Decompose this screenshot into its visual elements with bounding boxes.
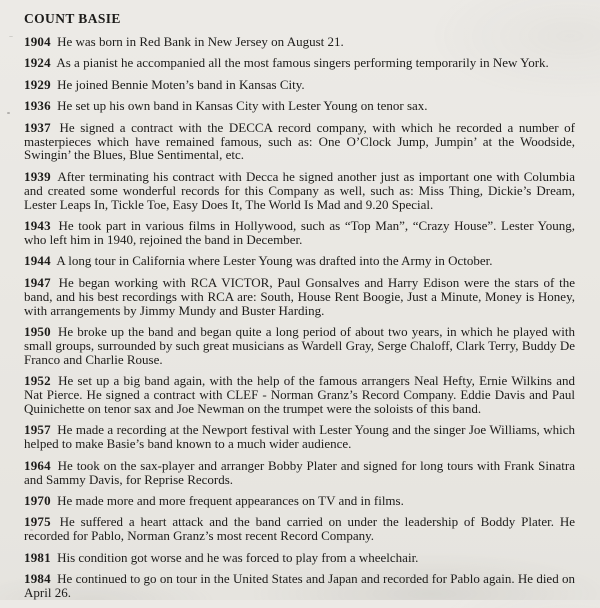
timeline-entry bbox=[24, 515, 575, 543]
entry-text: He was born in Red Bank in New Jersey on August 21. bbox=[57, 34, 344, 49]
entry-text: He made more and more frequent appearances on TV and in films. bbox=[57, 493, 404, 509]
entry-text: He signed a contract with the DECCA record company, with which he recorded a number of masterpieces which have remained famous, such as: One O’Clock Jump, Jumpin’ at the Woodside, Swingin’ the Blues, Blue Sentimental, etc. bbox=[24, 119, 575, 163]
entry-text: A long tour in California where Lester Young was drafted into the Army in October. bbox=[56, 253, 493, 269]
entry-text: As a pianist he accompanied all the most famous singers performing temporarily in New York. bbox=[56, 55, 549, 71]
timeline-entry bbox=[24, 254, 575, 268]
entry-year: 1984 bbox=[24, 571, 51, 587]
entry-year: 1929 bbox=[24, 76, 51, 92]
entry-year: 1937 bbox=[24, 119, 51, 135]
entry-year: 1957 bbox=[24, 422, 51, 438]
entry-text: He continued to go on tour in the United States and Japan and recorded for Pablo again. He died on April 26. bbox=[24, 571, 576, 601]
entry-text: He set up a big band again, with the help of the famous arrangers Neal Hefty, Ernie Wilkins and Nat Pierce. He signed a contract with CLEF - Norman Granz’s Record Company. Eddie Davis and Paul Quinichette on tenor sax and Joe Newman on the trumpet were the soloists of this band. bbox=[24, 373, 575, 417]
entry-year: 1975 bbox=[24, 514, 51, 530]
entry-year: 1924 bbox=[24, 55, 51, 71]
entry-year: 1944 bbox=[24, 253, 51, 269]
timeline-entry bbox=[24, 494, 575, 508]
timeline-entry bbox=[24, 572, 575, 600]
entry-text: He took on the sax-player and arranger Bobby Plater and signed for long tours with Frank Sinatra and Sammy Davis, for Reprise Records. bbox=[24, 457, 575, 487]
document-body bbox=[24, 12, 575, 608]
entry-year: 1950 bbox=[24, 324, 51, 339]
entry-year: 1952 bbox=[24, 373, 51, 389]
timeline-entry bbox=[24, 78, 575, 92]
timeline-entry bbox=[24, 374, 575, 416]
timeline-entry bbox=[24, 276, 575, 318]
timeline-entry bbox=[24, 219, 575, 247]
entry-text: He broke up the band and began quite a long period of about two years, in which he played with small groups, surrounded by such great musicians as Wardell Gray, Serge Chaloff, Clark Terry, Buddy De Franco and Charlie Rouse. bbox=[24, 324, 575, 367]
timeline-entry bbox=[24, 121, 575, 163]
entry-year: 1939 bbox=[24, 168, 51, 184]
entry-year: 1970 bbox=[24, 493, 51, 509]
timeline-entry bbox=[24, 170, 575, 212]
scan-speck bbox=[7, 112, 10, 114]
timeline-entry bbox=[24, 325, 575, 367]
entry-year: 1904 bbox=[24, 34, 51, 49]
page-title: COUNT BASIE bbox=[24, 11, 121, 26]
entry-text: He set up his own band in Kansas City with Lester Young on tenor sax. bbox=[57, 98, 428, 114]
entry-text: His condition got worse and he was forced to play from a wheelchair. bbox=[57, 549, 419, 565]
timeline-entry bbox=[24, 35, 575, 49]
entry-year: 1981 bbox=[24, 549, 51, 565]
timeline-entry bbox=[24, 56, 575, 70]
timeline-entry bbox=[24, 459, 575, 487]
timeline-entry bbox=[24, 99, 575, 113]
scan-speck bbox=[9, 36, 13, 37]
entry-year: 1936 bbox=[24, 98, 51, 114]
entry-text: He took part in various films in Hollywood, such as “Top Man”, “Crazy House”. Lester Young, who left him in 1940, rejoined the band in December. bbox=[24, 218, 575, 247]
entry-text: After terminating his contract with Decca he signed another just as important one with Columbia and created some wonderful records for this Company as well, such as: Miss Thing, Dickie’s Dream, Lester Leaps In, Tickle Toe, Easy Does It, The World Is Mad and 9.20 Special. bbox=[24, 168, 575, 212]
entry-text: He began working with RCA VICTOR, Paul Gonsalves and Harry Edison were the stars of the band, and his best recordings with RCA are: South, House Rent Boogie, Just a Minute, Money is Honey, with arrangements by Jimmy Mundy and Buster Harding. bbox=[24, 274, 576, 318]
entry-year: 1943 bbox=[24, 218, 51, 234]
entry-year: 1947 bbox=[24, 274, 51, 290]
entry-text: He joined Bennie Moten’s band in Kansas City. bbox=[57, 76, 305, 92]
entry-year: 1964 bbox=[24, 457, 51, 473]
timeline-entry bbox=[24, 551, 575, 565]
entry-text: He suffered a heart attack and the band carried on under the leadership of Boddy Plater. He recorded for Pablo, Norman Granz’s most recent Record Company. bbox=[24, 514, 576, 544]
entry-text: He made a recording at the Newport festival with Lester Young and the singer Joe Williams, which helped to make Basie’s band known to a much wider audience. bbox=[24, 422, 575, 452]
timeline-entry bbox=[24, 423, 575, 451]
